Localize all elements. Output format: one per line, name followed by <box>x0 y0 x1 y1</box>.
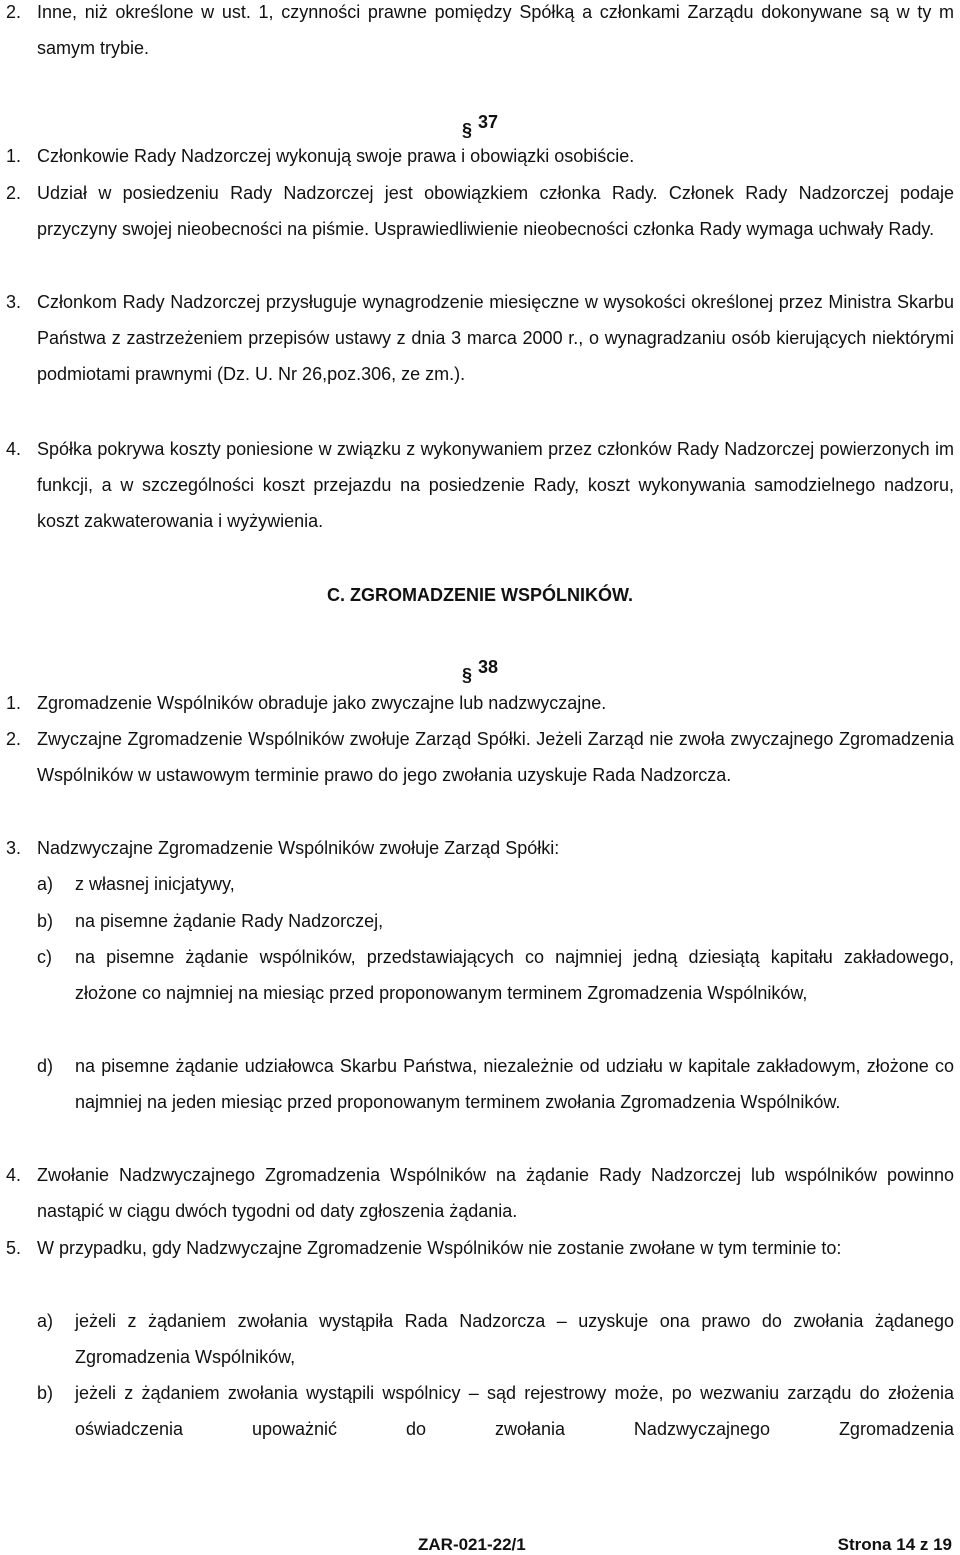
item-number: 1. <box>6 693 22 713</box>
section-symbol: § <box>461 665 472 685</box>
list-item <box>6 138 954 174</box>
item-text: Spółka pokrywa koszty poniesione w związku z wykonywaniem przez członków Rady Nadzorczej powierzonych im funkcji, a w szczególności koszt przejazdu na posiedzenie Rady, koszt wykonywania samodzielnego nadzoru, koszt zakwaterowania i wyżywienia. <box>37 439 954 532</box>
section-heading: C. ZGROMADZENIE WSPÓLNIKÓW. <box>327 585 633 605</box>
item-text: W przypadku, gdy Nadzwyczajne Zgromadzenie Wspólników nie zostanie zwołane w tym terminie to: <box>37 1238 842 1258</box>
item-number: 4. <box>6 439 22 459</box>
sub-item-text: jeżeli z żądaniem zwołania wystąpiła Rada Nadzorcza – uzyskuje ona prawo do zwołania żądanego Zgromadzenia Wspólników, <box>75 1311 954 1368</box>
item-text: Zwyczajne Zgromadzenie Wspólników zwołuje Zarząd Spółki. Jeżeli Zarząd nie zwoła zwyczajnego Zgromadzenia Wspólników w ustawowym terminie prawo do jego zwołania uzyskuje Rada Nadzorcza. <box>37 729 954 786</box>
page-number: Strona 14 z 19 <box>837 1535 952 1554</box>
section-symbol: § <box>461 120 472 140</box>
item-number: 2. <box>6 183 22 203</box>
paragraph-heading <box>0 655 960 685</box>
sub-item-letter: c) <box>37 947 52 967</box>
sub-item <box>37 939 954 1011</box>
sub-item <box>37 1048 954 1120</box>
sub-item <box>37 1375 954 1447</box>
document-code: ZAR-021-22/1 <box>418 1535 526 1554</box>
sub-item-text: na pisemne żądanie wspólników, przedstawiających co najmniej jedną dziesiątą kapitału zakładowego, złożone co najmniej na miesiąc przed proponowanym terminem Zgromadzenia Wspólników, <box>75 947 954 1004</box>
item-text: Nadzwyczajne Zgromadzenie Wspólników zwołuje Zarząd Spółki: <box>37 838 560 858</box>
sub-item-letter: a) <box>37 1311 54 1331</box>
paragraph-number: 38 <box>477 657 499 677</box>
sub-item-letter: a) <box>37 874 54 894</box>
item-number: 2. <box>6 2 22 22</box>
list-item <box>6 830 954 866</box>
sub-item-text: z własnej inicjatywy, <box>75 874 235 894</box>
item-text: Zwołanie Nadzwyczajnego Zgromadzenia Wspólników na żądanie Rady Nadzorczej lub wspólników powinno nastąpić w ciągu dwóch tygodni od daty zgłoszenia żądania. <box>37 1165 954 1222</box>
item-text: Inne, niż określone w ust. 1, czynności prawne pomiędzy Spółką a członkami Zarządu dokonywane są w ty m samym trybie. <box>37 2 954 59</box>
list-item <box>6 0 954 66</box>
sub-item-text: na pisemne żądanie Rady Nadzorczej, <box>75 911 384 931</box>
list-item <box>6 685 954 721</box>
list-item <box>6 1230 954 1266</box>
list-item <box>6 284 954 393</box>
item-number: 3. <box>6 838 22 858</box>
sub-item-letter: b) <box>37 911 54 931</box>
sub-item-text: jeżeli z żądaniem zwołania wystąpili wspólnicy – sąd rejestrowy może, po wezwaniu zarządu do złożenia oświadczenia upoważnić do zwołania Nadzwyczajnego Zgromadzenia <box>75 1383 954 1440</box>
item-text: Członkom Rady Nadzorczej przysługuje wynagrodzenie miesięczne w wysokości określonej przez Ministra Skarbu Państwa z zastrzeżeniem przepisów ustawy z dnia 3 marca 2000 r., o wynagradzaniu osób kierujących niektórymi podmiotami prawnymi (Dz. U. Nr 26,poz.306, ze zm.). <box>37 292 954 385</box>
sub-item-letter: d) <box>37 1056 54 1076</box>
page-footer <box>0 1535 960 1555</box>
item-number: 2. <box>6 729 22 749</box>
sub-item <box>37 1303 954 1375</box>
list-item <box>6 721 954 793</box>
item-text: Udział w posiedzeniu Rady Nadzorczej jest obowiązkiem członka Rady. Członek Rady Nadzorczej podaje przyczyny swojej nieobecności na piśmie. Usprawiedliwienie nieobecności członka Rady wymaga uchwały Rady. <box>37 183 954 240</box>
item-number: 1. <box>6 146 22 166</box>
item-number: 4. <box>6 1165 22 1185</box>
list-item <box>6 431 954 540</box>
sub-item-text: na pisemne żądanie udziałowca Skarbu Państwa, niezależnie od udziału w kapitale zakładowym, złożone co najmniej na jeden miesiąc przed proponowanym terminem zwołania Zgromadzenia Wspólników. <box>75 1056 954 1113</box>
sub-item <box>37 903 954 939</box>
sub-item-letter: b) <box>37 1383 54 1403</box>
item-text: Zgromadzenie Wspólników obraduje jako zwyczajne lub nadzwyczajne. <box>37 693 607 713</box>
list-item <box>6 175 954 247</box>
sub-item <box>37 866 954 902</box>
paragraph-number: 37 <box>477 112 499 132</box>
item-number: 5. <box>6 1238 22 1258</box>
item-text: Członkowie Rady Nadzorczej wykonują swoje prawa i obowiązki osobiście. <box>37 146 635 166</box>
item-number: 3. <box>6 292 22 312</box>
paragraph-heading <box>0 110 960 140</box>
list-item <box>6 1157 954 1229</box>
